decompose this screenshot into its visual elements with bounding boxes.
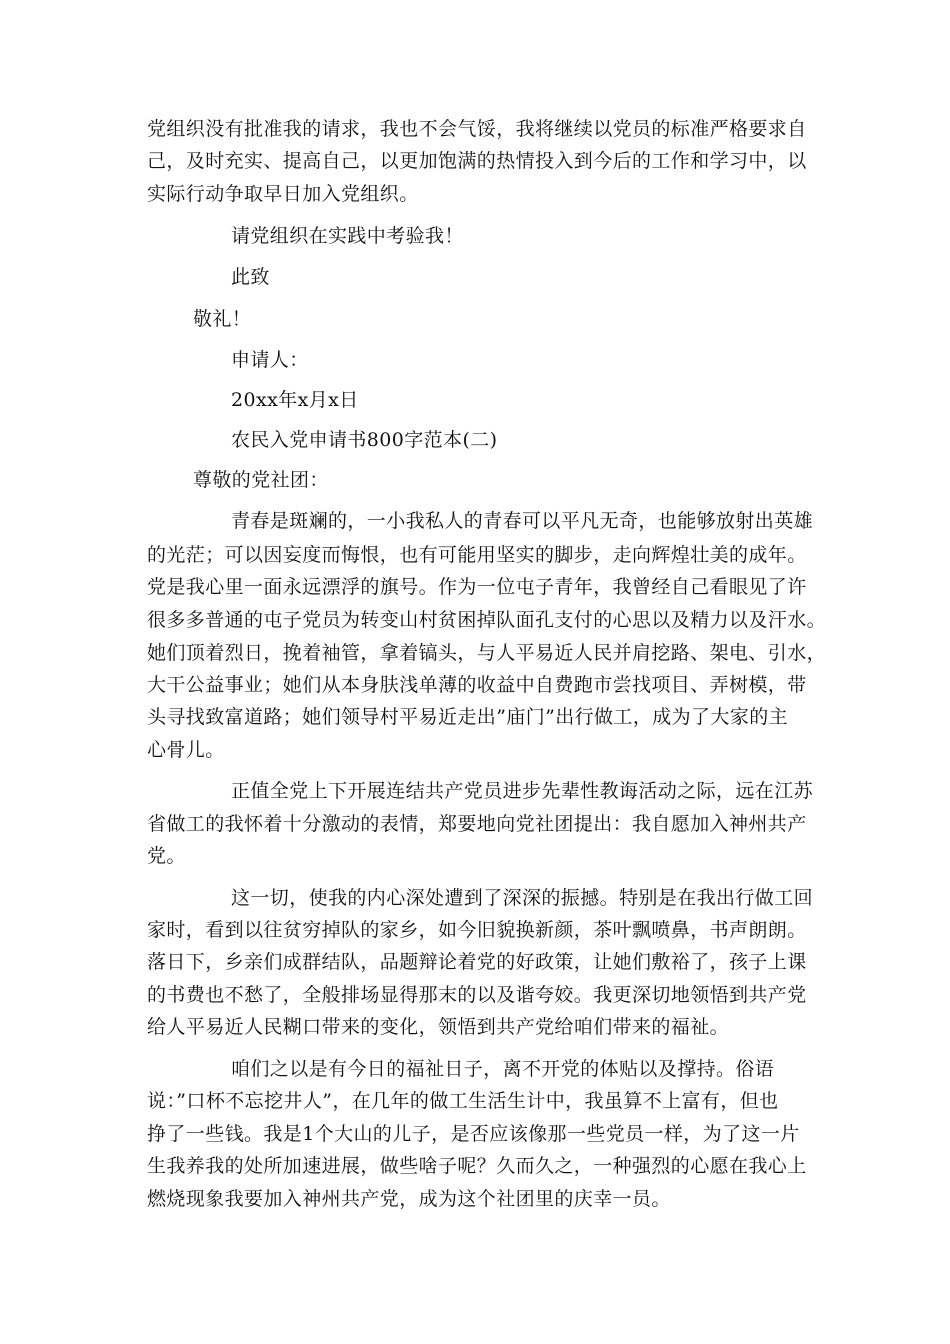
text-line: 的光茫；可以因妄度而悔恨，也有可能用坚实的脚步，走向辉煌壮美的成年。 (147, 544, 807, 566)
text-line: 正值全党上下开展连结共产党员进步先辈性教诲活动之际，远在江苏 (231, 780, 814, 802)
closing-regards: 敬礼！ (193, 308, 252, 330)
text-line: 给人平易近人民糊口带来的变化，领悟到共产党给咱们带来的福祉。 (147, 1016, 730, 1038)
text-line: 咱们之以是有今日的福祉日子，离不开党的体贴以及撑持。俗语 (231, 1058, 775, 1080)
text-line: 生我养我的处所加速进展，做些啥子呢？久而久之，一种强烈的心愿在我心上 (147, 1155, 807, 1177)
text-line: 请党组织在实践中考验我！ (231, 225, 464, 247)
text-line: 落日下，乡亲们成群结队，品题辩论着党的好政策，让她们敷裕了，孩子上课 (147, 951, 807, 973)
text-line: 很多多普通的屯子党员为转变山村贫困掉队面孔支付的心思以及精力以及汗水。 (147, 609, 827, 631)
greeting-line: 尊敬的党社团： (193, 469, 329, 491)
text-line: 挣了一些钱。我是1个大山的儿子，是否应该像那一些党员一样，为了这一片 (147, 1123, 800, 1145)
text-line: 燃烧现象我要加入神州共产党，成为这个社团里的庆幸一员。 (147, 1188, 671, 1210)
text-line: 的书费也不愁了，全般排场显得那末的以及谐夸姣。我更深切地领悟到共产党 (147, 984, 807, 1006)
closing-salutation: 此致 (231, 266, 270, 288)
text-line: 大干公益事业；她们从本身肤浅单薄的收益中自费跑市尝找项目、弄树模，带 (147, 674, 807, 696)
text-line: 家时，看到以往贫穷掉队的家乡，如今旧貌换新颜，茶叶飘喷鼻，书声朗朗。 (147, 919, 807, 941)
section-title: 农民入党申请书800字范本(二) (231, 429, 498, 451)
text-line: 党组织没有批准我的请求，我也不会气馁，我将继续以党员的标准严格要求自 (147, 118, 807, 140)
text-line: 青春是斑斓的，一小我私人的青春可以平凡无奇，也能够放射出英雄 (231, 510, 814, 532)
text-line: 说：”口杯不忘挖井人”，在几年的做工生活生计中，我虽算不上富有，但也 (147, 1090, 779, 1112)
date-line: 20xx年x月x日 (231, 389, 359, 411)
text-line: 实际行动争取早日加入党组织。 (147, 183, 419, 205)
applicant-label: 申请人： (231, 349, 309, 371)
text-line: 党。 (147, 845, 186, 867)
text-line: 她们顶着烈日，挽着袖管，拿着镐头，与人平易近人民并肩挖路、架电、引水， (147, 642, 827, 664)
text-line: 己，及时充实、提高自己，以更加饱满的热情投入到今后的工作和学习中，以 (147, 150, 807, 172)
text-line: 心骨儿。 (147, 739, 225, 761)
text-line: 这一切，使我的内心深处遭到了深深的振撼。特别是在我出行做工回 (231, 887, 814, 909)
text-line: 省做工的我怀着十分激动的表情，郑要地向党社团提出：我自愿加入神州共产 (147, 813, 807, 835)
text-line: 党是我心里一面永远漂浮的旗号。作为一位屯子青年，我曾经自己看眼见了许 (147, 576, 807, 598)
text-line: 头寻找致富道路；她们领导村平易近走出”庙门”出行做工，成为了大家的主 (147, 706, 789, 728)
